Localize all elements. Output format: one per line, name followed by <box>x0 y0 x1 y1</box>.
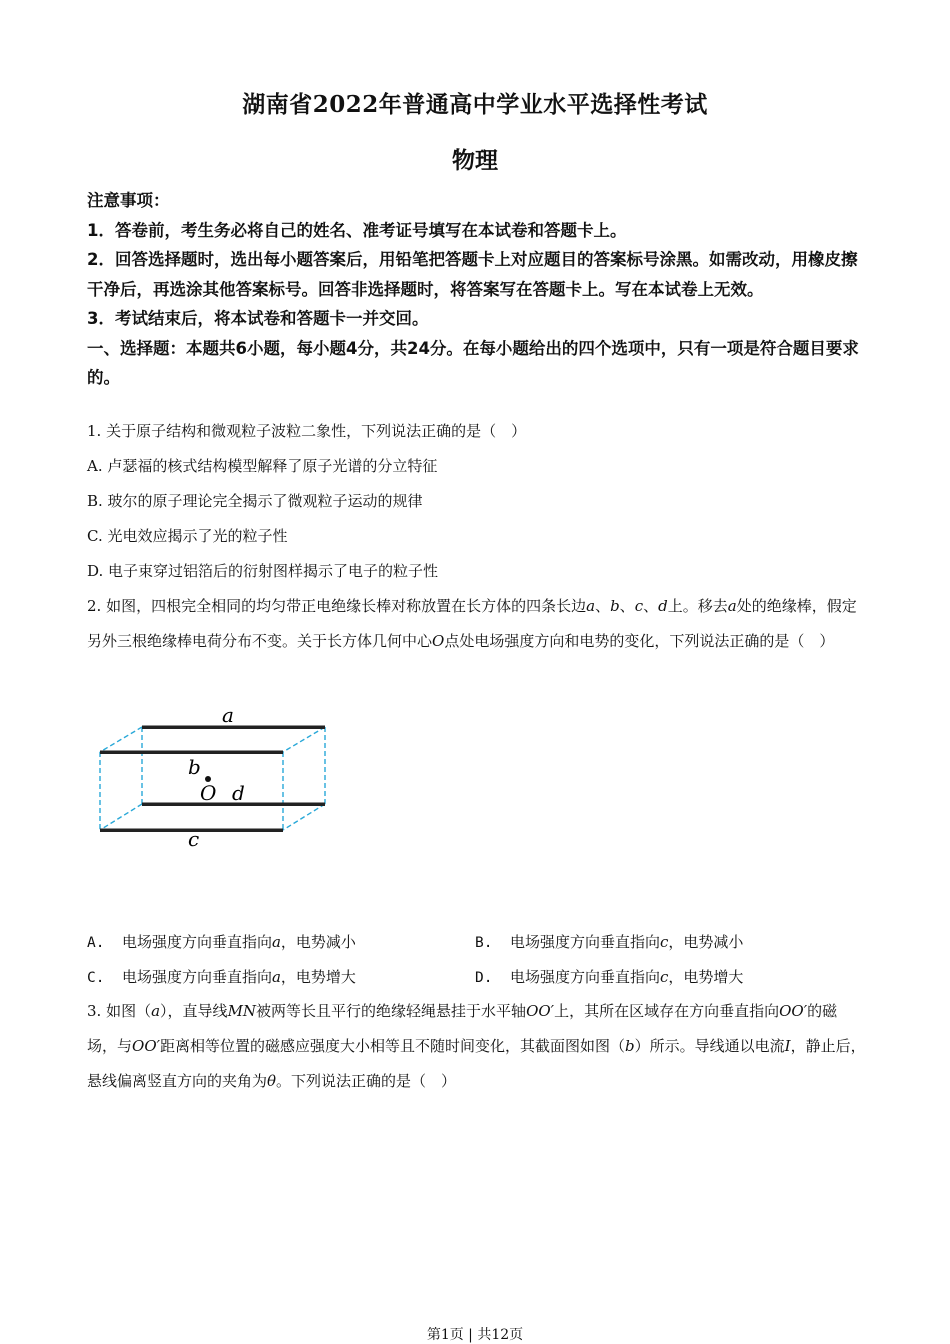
label-a: a <box>222 703 234 727</box>
stem-text: ，静止后，悬线偏离竖直方向的夹角为 <box>87 1037 866 1090</box>
var: θ <box>267 1072 277 1090</box>
question-1-option-a <box>87 455 867 477</box>
option-var: a <box>271 933 281 951</box>
stem-text: ）所示。导线通以电流 <box>634 1037 785 1055</box>
dashed-edge <box>100 727 142 752</box>
var-b: b <box>610 597 620 615</box>
question-2-option-c <box>87 966 356 987</box>
question-2-option-d <box>475 966 743 987</box>
question-1-option-c <box>87 525 867 547</box>
var: OO′ <box>132 1037 161 1055</box>
cuboid-figure <box>90 700 340 860</box>
var-d: d <box>658 597 668 615</box>
dashed-edge <box>283 804 325 830</box>
question-1 <box>87 420 867 442</box>
section-heading-choice: 一、选择题：本题共6小题，每小题4分，共24分。在每小题给出的四个选项中，只有一项是符合题目要求的。 <box>87 338 859 387</box>
question-1-option-b <box>87 490 867 512</box>
option-text: ，电势减小 <box>280 933 356 951</box>
stem-text: 点处电场强度方向和电势的变化，下列说法正确的是（ ） <box>444 632 835 650</box>
option-var: c <box>659 933 669 951</box>
var-a: a <box>586 597 596 615</box>
label-b: b <box>188 755 201 779</box>
question-3-stem <box>87 994 867 1099</box>
notes-heading: 注意事项： <box>87 191 170 210</box>
label-d: d <box>232 781 245 805</box>
stem-text: 的磁场，与 <box>87 1002 838 1055</box>
stem-text: 上，其所在区域存在方向垂直指向 <box>554 1002 780 1020</box>
separator: 、 <box>643 597 659 615</box>
rods <box>100 726 325 833</box>
stem-text: 3. 如图（ <box>87 1002 152 1020</box>
option-var: a <box>271 968 281 986</box>
subject-title: 物理 <box>452 147 498 174</box>
separator: 、 <box>595 597 611 615</box>
var: I <box>784 1037 791 1055</box>
stem-text: 上。移去 <box>667 597 728 615</box>
var: a <box>151 1002 161 1020</box>
stem-text: 处的绝缘棒，假定另外三根绝缘棒电荷分布不变。关于长方体几何中心 <box>87 597 857 650</box>
option-text: D. 电子束穿过铝箔后的衍射图样揭示了电子的粒子性 <box>87 562 439 580</box>
option-text: 电场强度方向垂直指向 <box>121 933 272 951</box>
var-o: O <box>432 632 445 650</box>
label-o: O <box>200 781 217 805</box>
option-text: 电场强度方向垂直指向 <box>121 968 272 986</box>
separator: 、 <box>619 597 635 615</box>
var: b <box>625 1037 635 1055</box>
option-var: c <box>659 968 669 986</box>
rod-b <box>100 751 283 755</box>
option-text: C. 光电效应揭示了光的粒子性 <box>87 527 288 545</box>
option-key: D. <box>475 970 493 986</box>
var: MN <box>227 1002 257 1020</box>
var-c: c <box>634 597 644 615</box>
stem-text: 被两等长且平行的绝缘轻绳悬挂于水平轴 <box>256 1002 527 1020</box>
stem-text: 距离相等位置的磁感应强度大小相等且不随时间变化，其截面图如图（ <box>160 1037 626 1055</box>
exam-title: 湖南省2022年普通高中学业水平选择性考试 <box>242 91 708 118</box>
dashed-edge <box>283 727 325 752</box>
stem-text: 。下列说法正确的是（ ） <box>276 1072 457 1090</box>
option-text: 电场强度方向垂直指向 <box>509 933 660 951</box>
note-item-3: 3．考试结束后，将本试卷和答题卡一并交回。 <box>87 309 429 328</box>
label-c: c <box>188 827 200 851</box>
page-footer: 第1页 | 共12页 <box>426 1327 524 1343</box>
option-text: ，电势减小 <box>668 933 744 951</box>
note-item-2: 2．回答选择题时，选出每小题答案后，用铅笔把答题卡上对应题目的答案标号涂黑。如需改动，用橡皮擦干净后，再选涂其他答案标号。回答非选择题时，将答案写在答题卡上。写在本试卷上无效。 <box>87 250 858 299</box>
option-key: C. <box>87 970 105 986</box>
option-text: ，电势增大 <box>280 968 356 986</box>
exam-notes <box>87 186 867 393</box>
stem-text: ），直导线 <box>160 1002 228 1020</box>
question-1-stem: 1. 关于原子结构和微观粒子波粒二象性，下列说法正确的是（ ） <box>87 422 527 440</box>
var-a: a <box>727 597 737 615</box>
question-2-option-a <box>87 931 356 952</box>
question-1-option-d <box>87 560 867 582</box>
var: OO′ <box>526 1002 555 1020</box>
option-key: A. <box>87 935 105 951</box>
stem-text: 2. 如图，四根完全相同的均匀带正电绝缘长棒对称放置在长方体的四条长边 <box>87 597 587 615</box>
option-text: 电场强度方向垂直指向 <box>509 968 660 986</box>
dashed-edge <box>100 804 142 830</box>
note-item-1: 1．答卷前，考生务必将自己的姓名、准考证号填写在本试卷和答题卡上。 <box>87 220 627 240</box>
option-key: B. <box>475 935 493 951</box>
option-text: A. 卢瑟福的核式结构模型解释了原子光谱的分立特征 <box>87 457 438 475</box>
option-text: ，电势增大 <box>668 968 744 986</box>
dashed-edges <box>100 727 325 830</box>
var: OO′ <box>779 1002 808 1020</box>
question-2-stem <box>87 589 867 659</box>
question-2-option-b <box>475 931 743 952</box>
option-text: B. 玻尔的原子理论完全揭示了微观粒子运动的规律 <box>87 492 423 510</box>
